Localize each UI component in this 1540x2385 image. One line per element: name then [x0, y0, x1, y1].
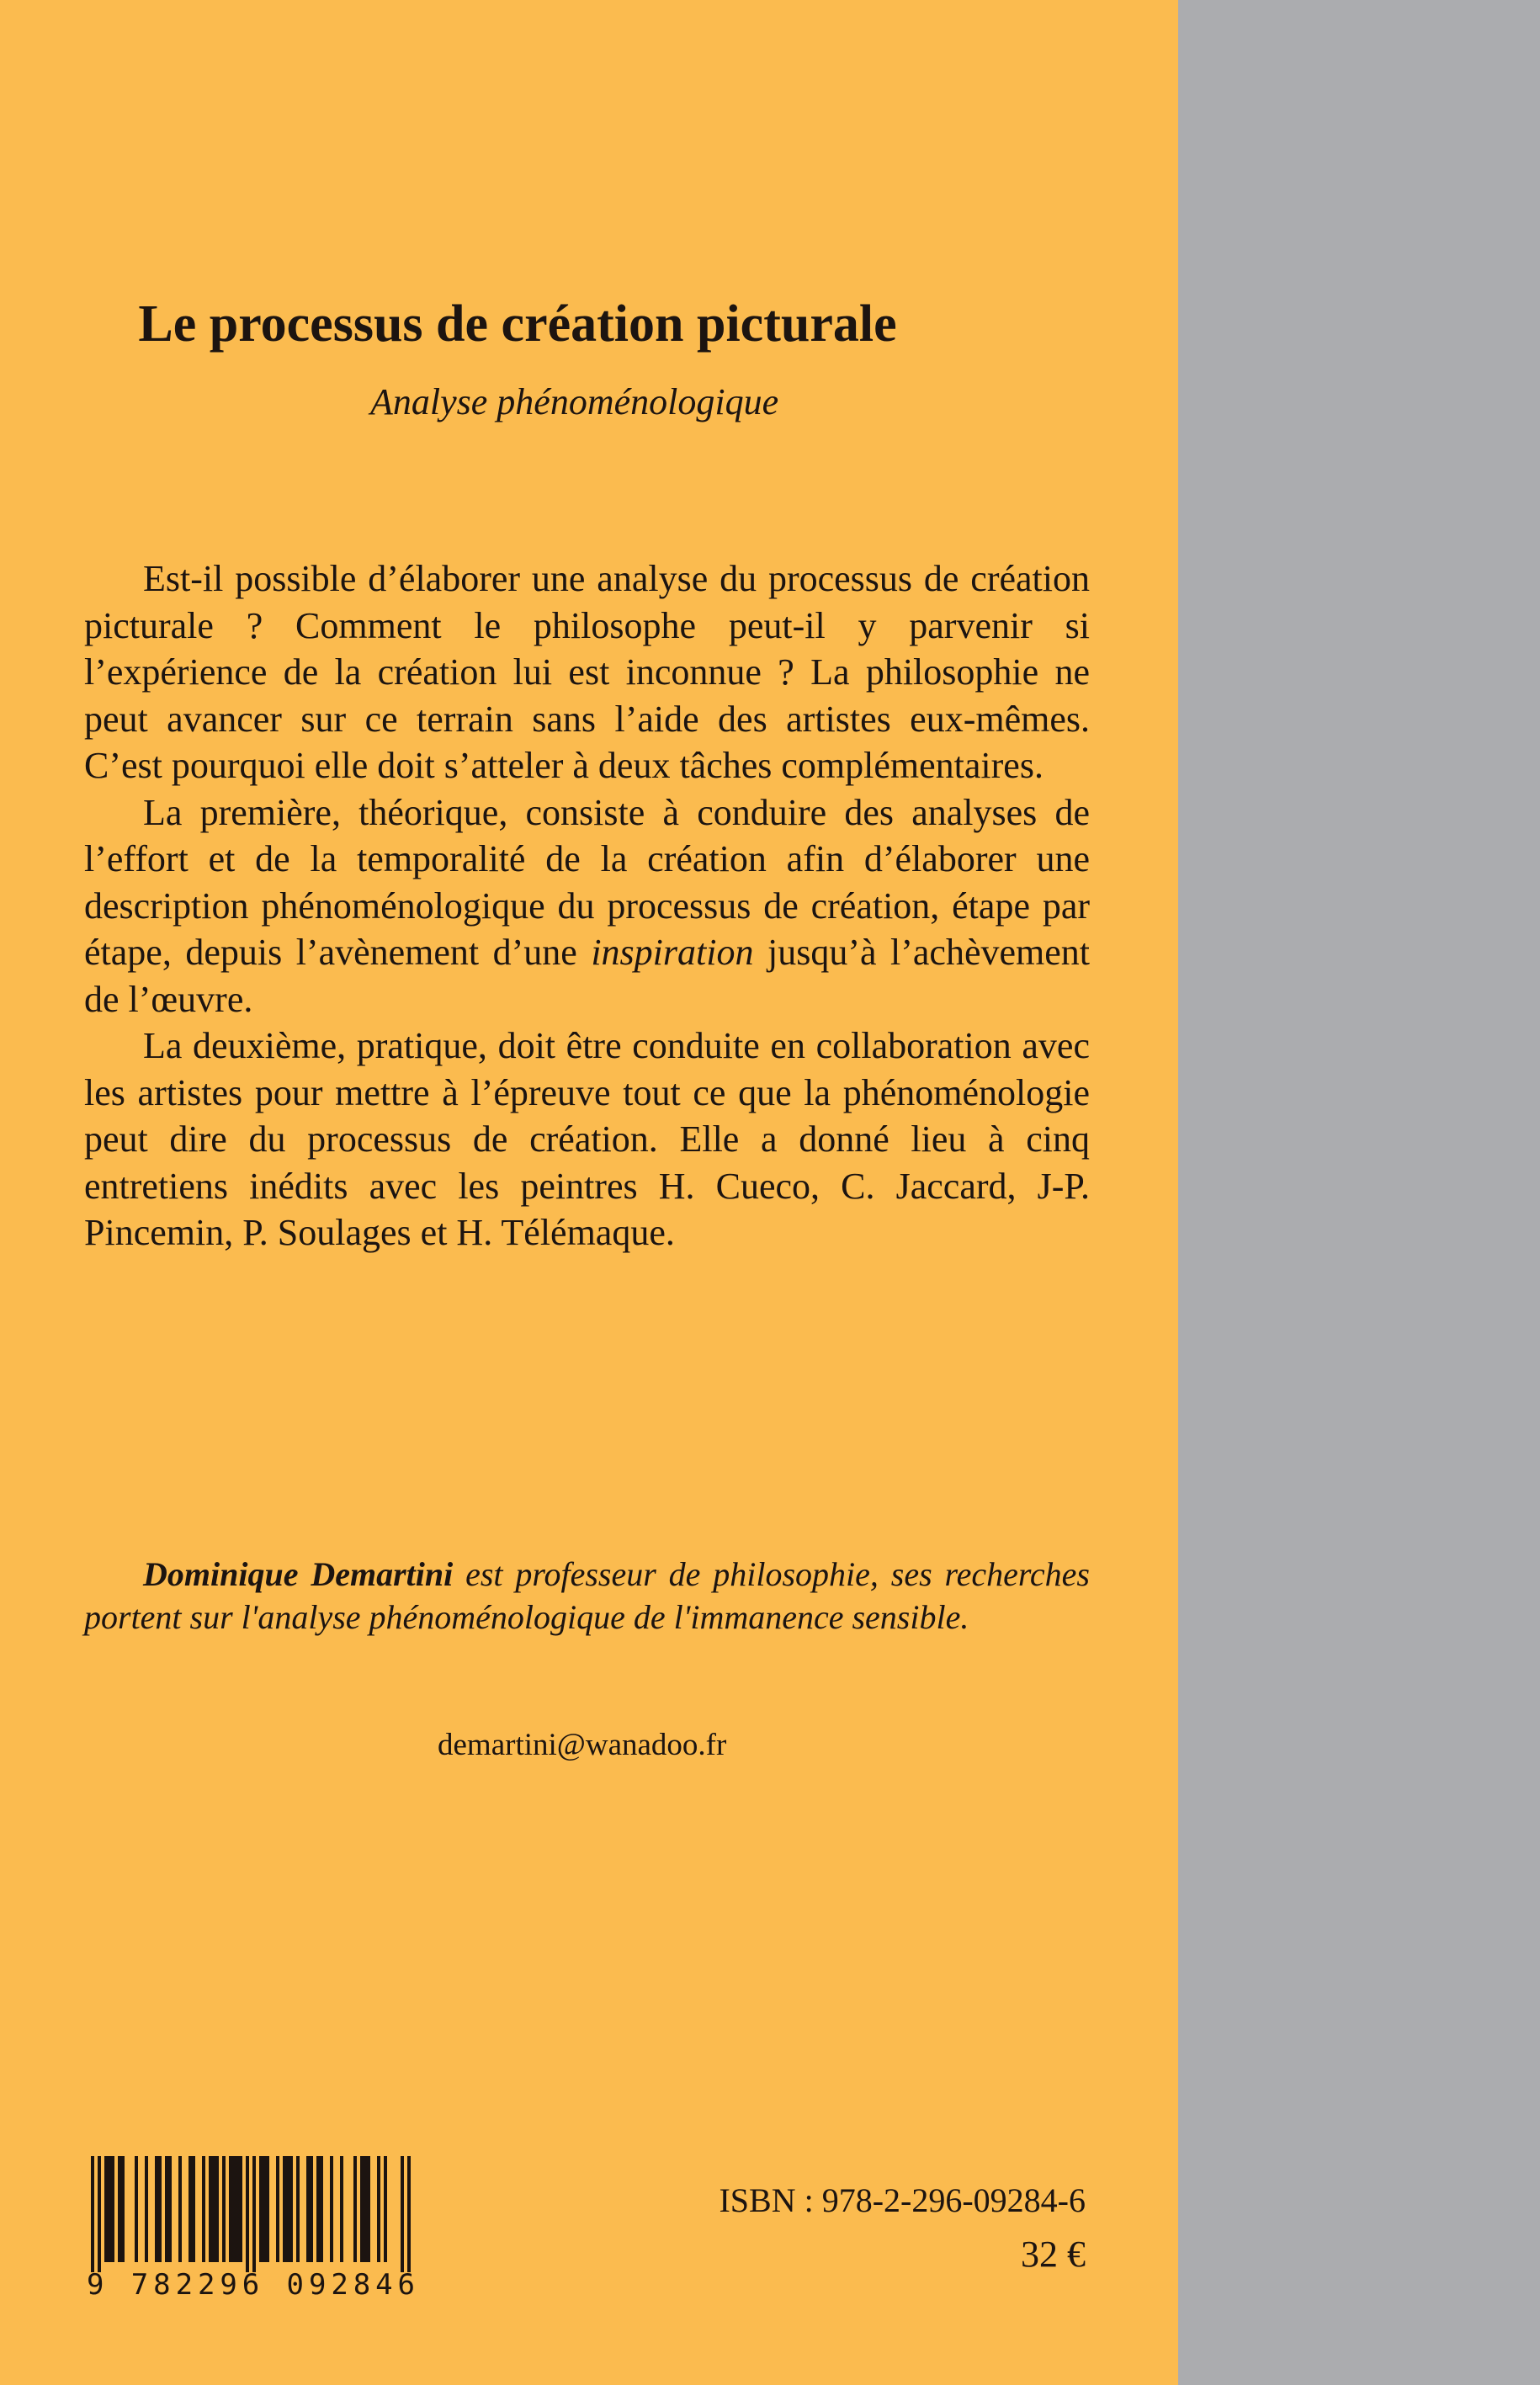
barcode-bar — [202, 2156, 205, 2262]
barcode-bar — [286, 2156, 289, 2262]
book-subtitle: Analyse phénoménologique — [370, 381, 779, 422]
paragraph-2-text-start: La première, théorique, consiste à conduire des analyses de l’effort et de la temporalité de la création afin d’élaborer une description phénoménologique du processus de création, étape par étape, depuis l’avènement d’une — [84, 791, 1090, 973]
blurb-paragraph-3: La deuxième, pratique, doit être conduite en collaboration avec les artistes pour mettre à l’épreuve tout ce que la phénoménologie peut dire du processus de création. Elle a donné lieu à cinq entretiens inédits avec les peintres H. Cueco, C. Jaccard, J-P. Pincemin, P. Soulages et H. Télémaque. — [84, 1025, 1090, 1253]
barcode-bar — [377, 2156, 380, 2262]
blurb — [84, 555, 1090, 1256]
author-bio-text: est professeur de philosophie, ses recherches portent sur l'analyse phénoménologique de l'immanence sensible. — [84, 1555, 1090, 1636]
barcode-bar — [158, 2156, 162, 2262]
barcode-bar — [118, 2156, 121, 2262]
barcode-bar — [178, 2156, 182, 2262]
barcode-digits: 9 782296 092846 — [87, 2268, 415, 2302]
barcode-bar — [252, 2156, 256, 2272]
barcode-bar — [239, 2156, 242, 2262]
barcode-bar — [215, 2156, 219, 2262]
isbn-number: ISBN : 978-2-296-09284-6 — [719, 2181, 1086, 2219]
barcode-bar — [340, 2156, 343, 2262]
barcode-bar — [229, 2156, 232, 2262]
barcode-bar — [246, 2156, 249, 2272]
barcode-bar — [310, 2156, 313, 2262]
barcode-bar — [259, 2156, 263, 2262]
barcode-bar — [316, 2156, 320, 2262]
barcode-bar — [165, 2156, 168, 2262]
barcode-bar — [104, 2156, 108, 2262]
barcode-bar — [168, 2156, 172, 2262]
barcode-bar — [192, 2156, 195, 2262]
barcode-bar — [401, 2156, 404, 2272]
gray-side-strip — [1178, 0, 1540, 2385]
blurb-paragraph-1: Est-il possible d’élaborer une analyse du processus de création picturale ? Comment le philosophe peut-il y parvenir si l’expérience de la création lui est inconnue ? La philosophie ne peut avancer sur ce terrain sans l’aide des artistes eux-mêmes. C’est pourquoi elle doit s’atteler à deux tâches complémentaires. — [84, 558, 1090, 786]
barcode-bar — [360, 2156, 364, 2262]
barcode-bar — [266, 2156, 269, 2262]
barcode-bar — [222, 2156, 226, 2262]
barcode-bar — [276, 2156, 279, 2262]
barcode-bar — [306, 2156, 310, 2262]
barcode-bar — [283, 2156, 286, 2262]
barcode-bar — [135, 2156, 138, 2262]
paragraph-2-text-end: jusqu’à l’achèvement de l’œuvre. — [84, 932, 1090, 1020]
barcode-bar — [91, 2156, 94, 2272]
barcode-bar — [263, 2156, 266, 2262]
barcode-bar — [145, 2156, 148, 2262]
barcode-bar — [236, 2156, 239, 2262]
barcode-bar — [121, 2156, 125, 2262]
barcode-bar — [364, 2156, 367, 2262]
barcode-bar — [209, 2156, 212, 2262]
barcode-bar — [212, 2156, 215, 2262]
barcode-bars — [91, 2156, 411, 2272]
barcode-bar — [330, 2156, 333, 2262]
price: 32 € — [1021, 2234, 1086, 2275]
barcode-bar — [353, 2156, 357, 2262]
barcode-bar — [111, 2156, 114, 2262]
author-name: Dominique Demartini — [143, 1555, 454, 1593]
barcode-bar — [189, 2156, 192, 2262]
barcode-bar — [289, 2156, 293, 2262]
barcode-bar — [320, 2156, 323, 2262]
barcode-bar — [367, 2156, 370, 2262]
isbn-barcode — [82, 2153, 419, 2304]
barcode-bar — [407, 2156, 411, 2272]
blurb-paragraph-2 — [84, 789, 1090, 1023]
barcode-bar — [98, 2156, 101, 2272]
book-title: Le processus de création picturale — [138, 295, 897, 353]
barcode-bar — [384, 2156, 387, 2262]
barcode-bar — [155, 2156, 158, 2262]
author-email: demartini@wanadoo.fr — [438, 1728, 727, 1762]
author-bio — [84, 1553, 1090, 1639]
barcode-bar — [232, 2156, 236, 2262]
barcode-bar — [296, 2156, 300, 2262]
barcode-graphic — [82, 2153, 419, 2304]
barcode-bar — [108, 2156, 111, 2262]
emphasized-word: inspiration — [591, 932, 754, 973]
